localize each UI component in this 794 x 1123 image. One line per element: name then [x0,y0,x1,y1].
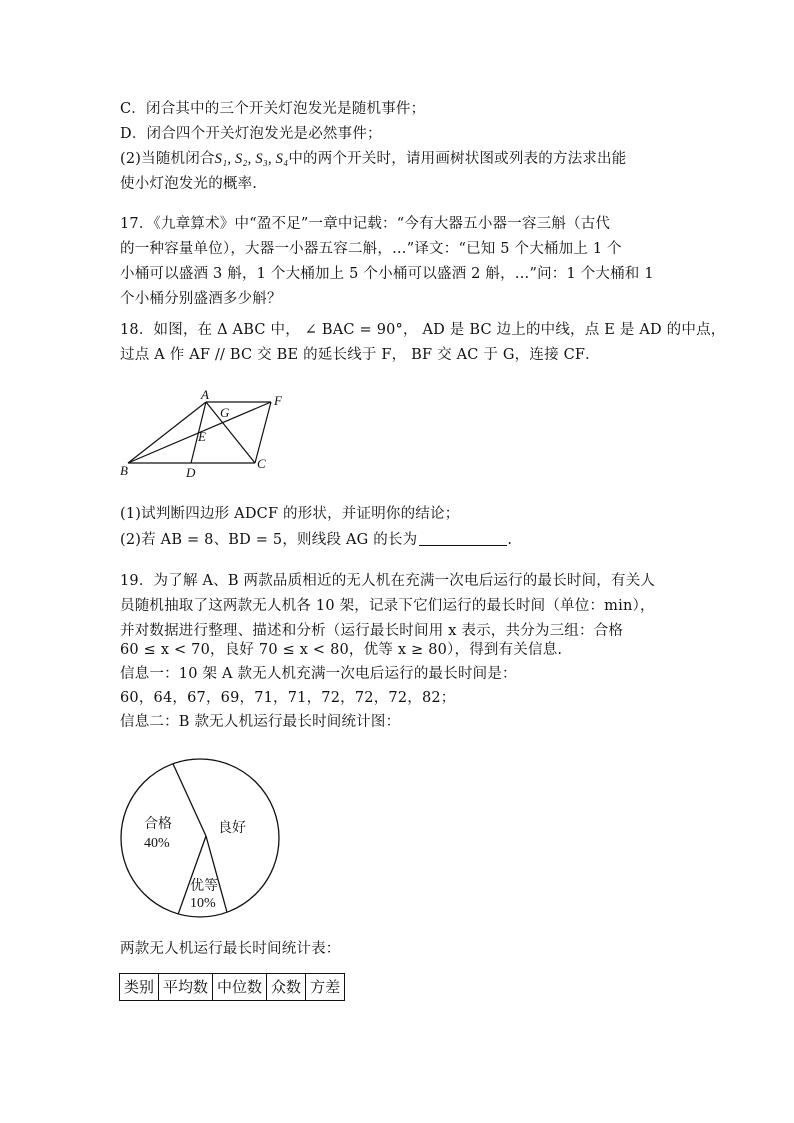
label-b: B [120,463,128,478]
table-header-mean: 平均数 [159,974,213,1001]
q18-geometry-figure [110,385,290,480]
q18-part2-text: (2)若 AB = 8、BD = 5，则线段 AG 的长为 [120,532,418,548]
q18-part2-end: . [507,532,513,548]
pie-label-qualified: 合格 [144,817,172,832]
table-header-row [120,974,345,1001]
q17-line1: 17．《九章算术》中“盈不足”一章中记载：“今有大器五小器一容三斛（古代 [120,216,611,232]
q19-line2: 员随机抽取了这两款无人机各 10 架，记录下它们运行的最长时间（单位：min）， [120,598,655,614]
q18-part1: (1)试判断四边形 ADCF 的形状，并证明你的结论； [120,506,460,522]
table-header-median: 中位数 [213,974,267,1001]
table-header-mode: 众数 [267,974,306,1001]
q19-info1-title: 信息一：10 架 A 款无人机充满一次电后运行的最长时间是： [120,666,517,682]
q19-line1: 19．为了解 A、B 两款品质相近的无人机在充满一次电后运行的最长时间，有关人 [120,573,656,589]
q16-option-d: D．闭合四个开关灯泡发光是必然事件； [120,126,382,142]
q17-line4: 个小桶分别盛酒多少斛？ [120,291,282,307]
q19-line3: 并对数据进行整理、描述和分析（运行最长时间用 x 表示，共分为三组：合格 [120,623,624,639]
table-header-category: 类别 [120,974,159,1001]
q17-line2: 的一种容量单位），大器一小器五容二斛，…”译文：“已知 5 个大桶加上 1 个 [120,241,622,257]
q19-info1-data: 60，64，67，69，71，71，72，72，72，82； [120,690,456,706]
segment-ac [206,402,255,463]
q18-line2: 过点 A 作 AF // BC 交 BE 的延长线于 F， BF 交 AC 于 G，连接 CF． [120,347,600,363]
table-header-variance: 方差 [306,974,345,1001]
pie-percent-qualified: 40% [144,836,170,851]
q16-part2-line2: 使小灯泡发光的概率. [120,176,258,192]
label-g: G [220,405,230,420]
q19-table-title: 两款无人机运行最长时间统计表： [120,941,341,957]
q19-info2-title: 信息二：B 款无人机运行最长时间统计图： [120,714,401,730]
q16-part2-text-b: 中的两个开关时，请用画树状图或列表的方法求出能 [288,151,627,167]
label-c: C [257,456,266,471]
q16-option-c: C．闭合其中的三个开关灯泡发光是随机事件； [120,101,426,117]
pie-label-excellent: 优等 [190,879,218,894]
pie-label-good: 良好 [218,821,246,836]
segment-fc [255,402,271,463]
q17-line3: 小桶可以盛酒 3 斛，1 个大桶加上 5 个小桶可以盛酒 2 斛，…”问：1 个大桶和 1 [120,266,654,282]
label-e: E [198,429,206,444]
label-d: D [186,465,196,480]
q18-part2 [120,530,512,550]
drone-stats-table [119,973,345,1001]
q19-line4: 60 ≤ x < 70，良好 70 ≤ x < 80，优等 x ≥ 80），得到有关信息. [120,642,563,658]
pie-percent-excellent: 10% [190,896,216,911]
q18-answer-blank [419,531,507,546]
q16-part2-line1 [120,149,626,169]
radius-qualified-good [173,764,206,836]
q16-switch-vars: S₁, S₂, S₃, S₄ [214,151,289,167]
label-a: A [201,387,209,402]
segment-ab [128,402,206,463]
label-f: F [274,393,282,408]
q16-part2-text-a: (2)当随机闭合 [120,151,215,167]
q18-line1: 18．如图，在 Δ ABC 中， ∠ BAC = 90°， AD 是 BC 边上的中线，点 E 是 AD 的中点， [120,322,726,338]
b-drone-pie-chart [115,752,285,922]
